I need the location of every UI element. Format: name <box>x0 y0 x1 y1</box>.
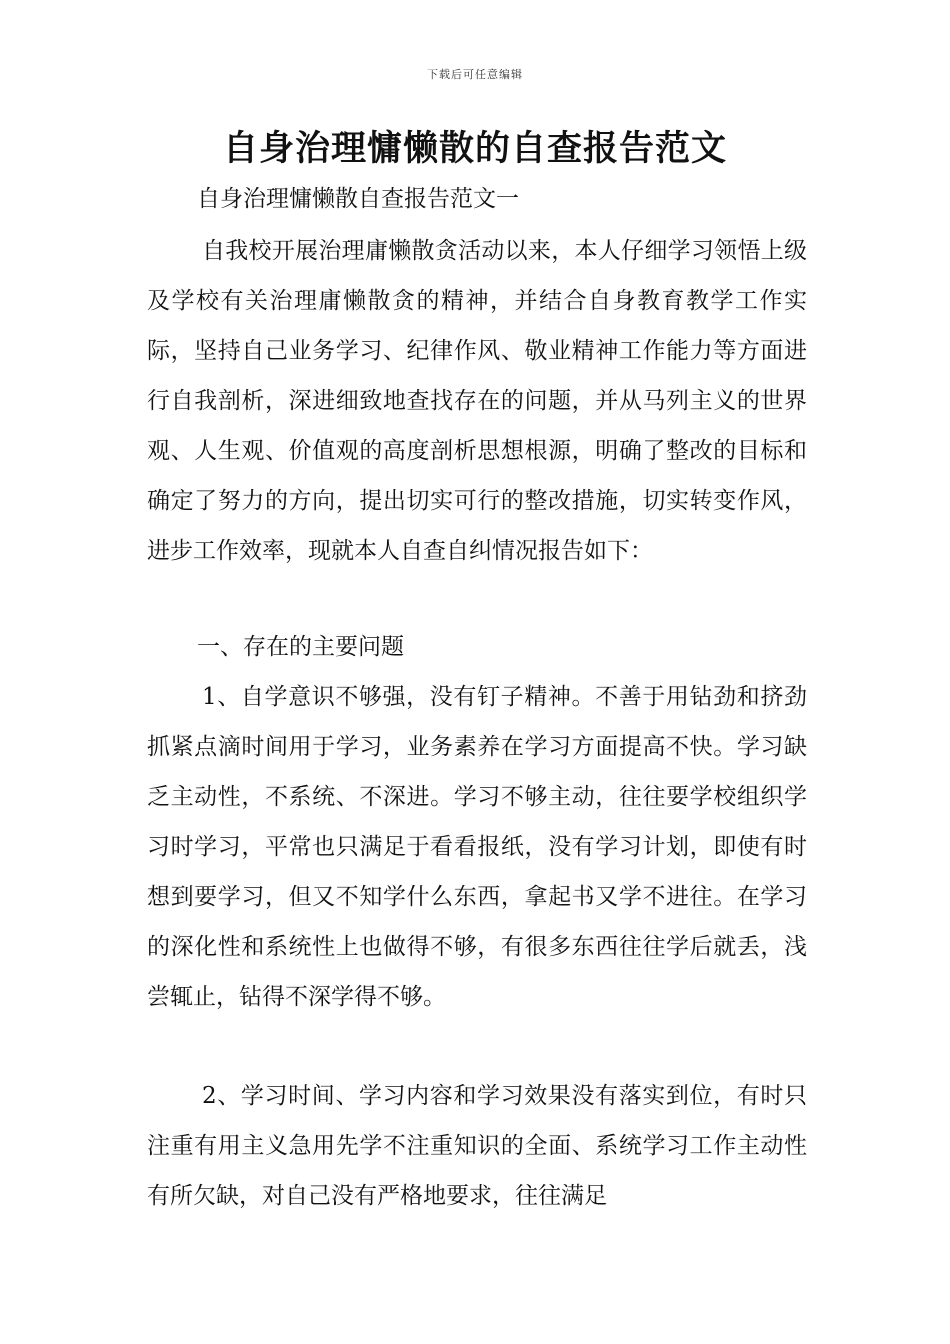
paragraph-item-2 <box>147 1071 807 1221</box>
header-note: 下载后可任意编辑 <box>427 68 523 81</box>
paragraph-text: 1、自学意识不够强，没有钉子精神。不善于用钻劲和挤劲抓紧点滴时间用于学习，业务素养在学习方面提高不快。学习缺乏主动性，不系统、不深进。学习不够主动，往往要学校组织学习时学习，平常也只满足于看看报纸，没有学习计划，即使有时想到要学习，但又不知学什么东西，拿起书又学不进往。在学习的深化性和系统性上也做得不够，有很多东西往往学后就丢，浅尝辄止，钻得不深学得不够。 <box>147 684 807 1010</box>
paragraph-intro <box>147 226 807 576</box>
paragraph-item-1 <box>147 672 807 1022</box>
paragraph-text: 自我校开展治理庸懒散贪活动以来，本人仔细学习领悟上级及学校有关治理庸懒散贪的精神，并结合自身教育教学工作实际，坚持自己业务学习、纪律作风、敬业精神工作能力等方面进行自我剖析，深进细致地查找存在的问题，并从马列主义的世界观、人生观、价值观的高度剖析思想根源，明确了整改的目标和确定了努力的方向，提出切实可行的整改措施，切实转变作风，进步工作效率，现就本人自查自纠情况报告如下： <box>147 238 807 564</box>
document-subtitle: 自身治理慵懒散自查报告范文一 <box>197 186 519 212</box>
document-title: 自身治理慵懒散的自查报告范文 <box>222 129 727 169</box>
paragraph-text: 2、学习时间、学习内容和学习效果没有落实到位，有时只注重有用主义急用先学不注重知识的全面、系统学习工作主动性有所欠缺，对自己没有严格地要求，往往满足 <box>147 1083 807 1209</box>
section-heading-text: 一、存在的主要问题 <box>197 634 404 660</box>
section-heading <box>147 622 807 672</box>
